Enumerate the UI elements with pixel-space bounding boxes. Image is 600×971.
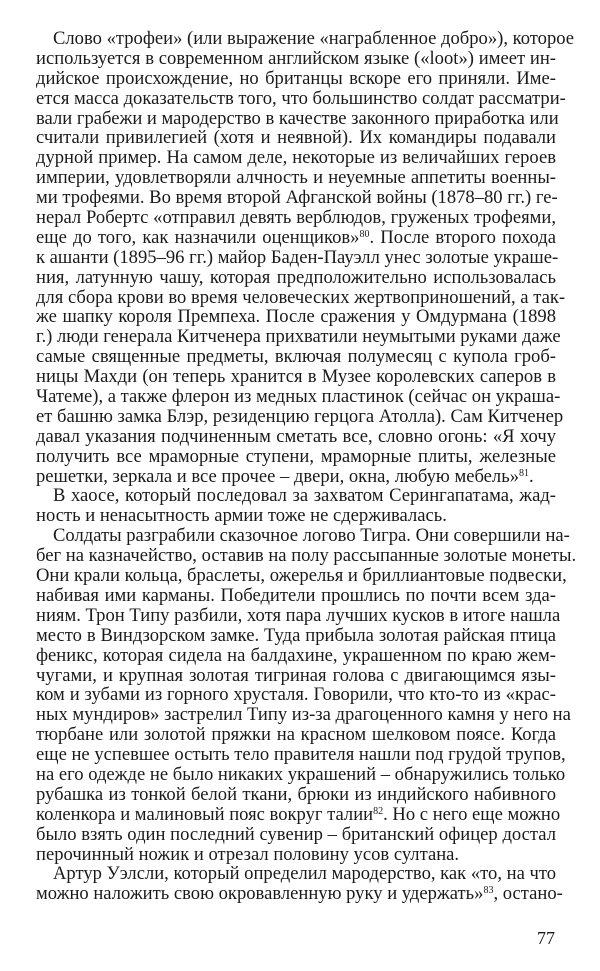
text-line: Слово «трофеи» (или выражение «награбленное добро»), которое xyxy=(53,28,575,49)
text-line: же шапку короля Премпеха. После сражения у Омдурмана (1898 xyxy=(36,306,556,328)
text-line: место в Виндзорском замке. Туда прибыла золотая райская птица xyxy=(36,624,556,646)
text-line: Артур Уэлсли, который определил мародерство, как «то, на что xyxy=(53,863,557,885)
text-line: ния, латунную чашу, которая предположительно использовалась xyxy=(36,266,556,288)
text-line: коленкора и малиновый пояс вокруг талии$^{82}$. Но с него еще можно xyxy=(36,803,561,825)
text-line: считали привилегией (хотя и неявной). Их командиры подавали xyxy=(36,127,556,149)
paragraph xyxy=(36,863,563,905)
text-line: самые священные предметы, включая полумесяц с купола гроб- xyxy=(36,346,556,368)
text-line: решетки, зеркала и все прочее – двери, окна, любую мебель»$^{81}$. xyxy=(36,465,534,487)
paragraph xyxy=(36,28,575,487)
text-line: ных мундиров» застрелил Типу из-за драгоценного камня у него на xyxy=(36,704,571,726)
text-line: ется масса доказательств того, что большинство солдат рассматри- xyxy=(36,87,566,109)
text-line: набивая ими карманы. Победители прошлись по почти всем зда- xyxy=(36,584,556,606)
text-line: В хаосе, который последовал за захватом Серингапатама, жад- xyxy=(53,485,556,507)
text-line: было взять один последний сувенир – британский офицер достал xyxy=(36,823,556,845)
text-line: тюрбане или золотой пряжки на красном шелковом поясе. Когда xyxy=(36,724,556,746)
text-line: бег на казначейство, оставив на полу рассыпанные золотые монеты. xyxy=(36,545,577,567)
text-line: вали грабежи и мародерство в качестве законного приработка или xyxy=(36,107,559,129)
text-line: Они крали кольца, браслеты, ожерелья и бриллиантовые подвески, xyxy=(36,565,567,587)
text-line: еще до того, как назначили оценщиков»$^{80}$. После второго похода xyxy=(36,226,556,248)
text-line: г.) люди генерала Китченера прихватили неумытыми руками даже xyxy=(36,326,561,348)
text-line: давал указания подчиненным сметать все, словно огонь: «Я хочу xyxy=(36,425,556,447)
text-line: на его одежде не было никаких украшений – обнаружились только xyxy=(36,763,566,785)
text-line: рубашка из тонкой белой ткани, брюки из индийского набивного xyxy=(36,783,556,805)
text-line: получить все мраморные ступени, мраморные плиты, железные xyxy=(36,445,556,467)
paragraph xyxy=(36,525,577,865)
text-line: перочинный ножик и отрезал половину усов султана. xyxy=(36,843,460,865)
paragraph xyxy=(36,486,556,526)
text-line: ми трофеями. Во время второй Афганской войны (1878–80 гг.) ге- xyxy=(36,187,558,209)
text-line: дурной пример. На самом деле, некоторые из величайших героев xyxy=(36,147,556,169)
text-line: ниям. Трон Типу разбили, хотя пара лучших кусков в итоге нашла xyxy=(36,604,561,626)
text-line: для сбора крови во время человеческих жертвоприношений, а так- xyxy=(36,286,566,308)
text-line: еще не успевшее остыть тело правителя нашли под грудой трупов, xyxy=(36,744,566,766)
text-line: ность и ненасытность армии тоже не сдерживалась. xyxy=(36,505,447,527)
text-line: чугами, и крупная золотая тигриная голова с двигающимся язы- xyxy=(36,664,556,686)
text-line: империи, удовлетворяли алчность и неуемные аппетиты военны- xyxy=(36,167,556,189)
book-page-text xyxy=(36,28,577,905)
text-line: Солдаты разграбили сказочное логово Тигра. Они совершили на- xyxy=(53,525,570,547)
footnote-ref: 82 xyxy=(373,805,384,817)
text-line: Чатеме), а также флерон из медных пластинок (сейчас он украша- xyxy=(36,386,561,408)
text-line: ет башню замка Блэр, резиденцию герцога Атолла). Сам Китченер xyxy=(36,405,564,427)
text-line: можно наложить свою окровавленную руку и удержать»$^{83}$, остано- xyxy=(36,883,563,905)
text-line: феникс, которая сидела на балдахине, украшенном по краю жем- xyxy=(36,644,556,666)
footnote-ref: 80 xyxy=(359,228,370,240)
page-number: 77 xyxy=(537,928,555,948)
footnote-ref: 81 xyxy=(519,467,529,479)
text-line: используется в современном английском языке («loot») имеет ин- xyxy=(36,47,556,69)
text-line: ницы Махди (он теперь хранится в Музее королевских саперов в xyxy=(36,366,556,388)
footnote-ref: 83 xyxy=(483,885,494,897)
text-line: нерал Робертс «отправил девять верблюдов, груженых трофеями, xyxy=(36,207,556,229)
text-line: ком и зубами из горного хрусталя. Говорили, что кто-то из «крас- xyxy=(36,684,556,706)
text-line: к ашанти (1895–96 гг.) майор Баден-Пауэлл унес золотые украше- xyxy=(36,246,559,268)
text-line: дийское происхождение, но британцы вскоре его приняли. Име- xyxy=(36,67,556,89)
